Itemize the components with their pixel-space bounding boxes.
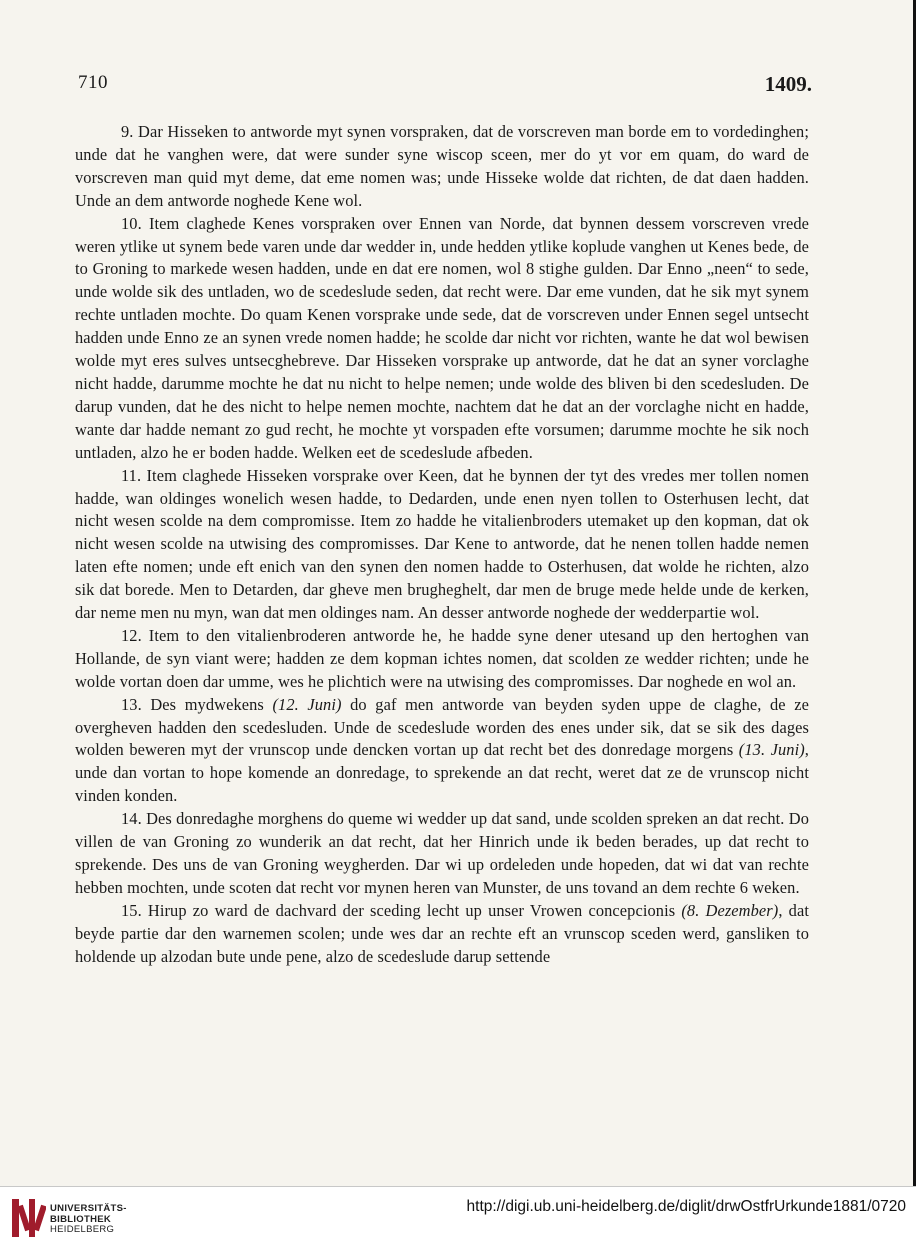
paragraph bbox=[75, 121, 809, 213]
paragraph bbox=[75, 213, 809, 465]
page-number: 710 bbox=[78, 72, 108, 93]
paragraph bbox=[75, 900, 809, 969]
library-name-line-3: HEIDELBERG bbox=[50, 1224, 115, 1235]
date-annotation: (12. Juni) bbox=[272, 694, 342, 714]
footer-bar bbox=[0, 1186, 916, 1251]
paragraph-text: 11. Item claghede Hisseken vorsprake over Keen, dat he bynnen der tyt des vredes mer tollen nomen hadde, wan oldinges wonelich wesen hadde, to Dedarden, unde enen nyen tollen to Osterhusen lecht, dat nicht wesen scolde na dem compromisse. Item zo hadde he vitalienbroders utemaket up den kopman, dat ok nicht wesen scolde na utwising des compromisses. Dar Kene to antworde, dat he nenen tollen hadde nemen laten efte nomen; unde eft enich van den synen den nomen hadde to Osterhusen, dat wolde he richten, alzo sik dat borede. Men to Detarden, dar gheve men brugheghelt, dar men de bruge mede helde unde de kerken, dar neme men nu myn, wan dat men oldinges nam. An desser antworde noghede der wedderpartie wol. bbox=[75, 465, 809, 623]
paragraph-text: 12. Item to den vitalienbroderen antworde he, he hadde syne dener utesand up den hertoghen van Hollande, de syn viant were; hadden ze dem kopman ichtes nomen, dat scolden ze wedder richten; unde he wolde vortan doen dar umme, wes he plichtich were na utwising des compromisses. Dar noghede en wol an. bbox=[75, 625, 809, 691]
date-annotation: (8. Dezember) bbox=[681, 900, 779, 920]
document-body bbox=[75, 121, 809, 969]
page-year: 1409. bbox=[764, 72, 812, 96]
paragraph-text: 13. Des mydwekens bbox=[121, 694, 273, 714]
permalink-url[interactable]: http://digi.ub.uni-heidelberg.de/diglit/drwOstfrUrkunde1881/0720 bbox=[466, 1198, 906, 1215]
paragraph-text: do gaf men antworde van beyden syden uppe de claghe, de ze overgheven hadden den scedesluden. Unde de scedeslude worden des enes under sik, dat se sik des dages wolden beweren myt der vrunscop unde dencken vortan up dat recht bet des donredage morgens bbox=[75, 694, 809, 760]
page-header bbox=[0, 72, 916, 112]
paragraph-text: 10. Item claghede Kenes vorspraken over Ennen van Norde, dat bynnen dessem vorscreven vrede weren ytlike ut synem bede varen unde dar wedder in, unde hedden ytlike koplude vanghen ut Kenes bede, de to Groning to markede wesen hadden, unde en dat ere nomen, wol 8 stighe gulden. Dar Enno „neen“ to sede, unde wolde sik des untladen, wo de scedeslude seden, dat recht were. Dar eme vunden, dat he sik myt synem rechte untladen mochte. Do quam Kenen vorsprake unde sede, dat de vorscreven under Ennen segel untsecht hadden unde Enno ze an synen vrede nomen hadde; he scolde dar nicht vor richten, wante he dat wol bewisen wolde myt eres sulves untsecghebreve. Dar Hisseken vorsprake up antworde, dat he dat an syner vorclaghe nicht hadde, darumme mochte he dat nu nicht to helpe nemen; unde wolde des bliven bi den scedesluden. De darup vunden, dat he des nicht to helpe nemen mochte, nachtem dat he dat an der vorclaghe nicht en hadde, wante dar hadde nemant zo gud recht, he mochte yt vorspaden efte vorsumen; darumme mochte he sik noch untladen, alzo he er boden hadde. Welken eet de scedeslude afbeden. bbox=[75, 213, 809, 462]
library-name bbox=[50, 1204, 127, 1236]
library-name-line-2: BIBLIOTHEK bbox=[50, 1213, 112, 1225]
paragraph bbox=[75, 465, 809, 625]
paragraph-text: , unde dan vortan to hope komende an donredage, to sprekende an dat recht, weret dat ze de vrunscop nicht vinden konden. bbox=[75, 740, 809, 806]
paragraph-text: 15. Hirup zo ward de dachvard der sceding lecht up unser Vrowen concepcionis bbox=[121, 900, 682, 920]
library-name-line-1: UNIVERSITÄTS- bbox=[50, 1203, 127, 1214]
library-seal-icon bbox=[10, 1195, 46, 1241]
paragraph bbox=[75, 694, 809, 809]
paragraph-text: 14. Des donredaghe morghens do queme wi wedder up dat sand, unde scolden spreken an dat recht. Do villen de van Groning zo wunderik an dat recht, dat her Hinrich unde ik beden berades, up dat recht to sprekende. Des uns de van Groning weygherden. Dar wi up ordeleden unde hopeden, dat wi dat van rechte hebben mochten, unde scoten dat recht vor mynen heren van Munster, de uns tovand an dem rechte 6 weken. bbox=[75, 809, 809, 897]
date-annotation: (13. Juni) bbox=[738, 740, 805, 760]
paragraph-text: 9. Dar Hisseken to antworde myt synen vorspraken, dat de vorscreven man borde em to vordedinghen; unde dat he vanghen were, dat were sunder syne wiscop sceen, mer do yt vor em quam, do ward de vorscreven man quid myt deme, dat eme nomen was; unde Hisseke wolde dat richten, de dat daen hadden. Unde an dem antworde noghede Kene wol. bbox=[75, 122, 809, 210]
paragraph bbox=[75, 808, 809, 900]
paragraph bbox=[75, 625, 809, 694]
paragraph-text: , dat beyde partie dar den warnemen scolen; unde wes dar an rechte eft an vrunscop sceden werd, gansliken to holdende up alzodan bute unde pene, alzo de scedeslude darup settende bbox=[75, 900, 809, 966]
